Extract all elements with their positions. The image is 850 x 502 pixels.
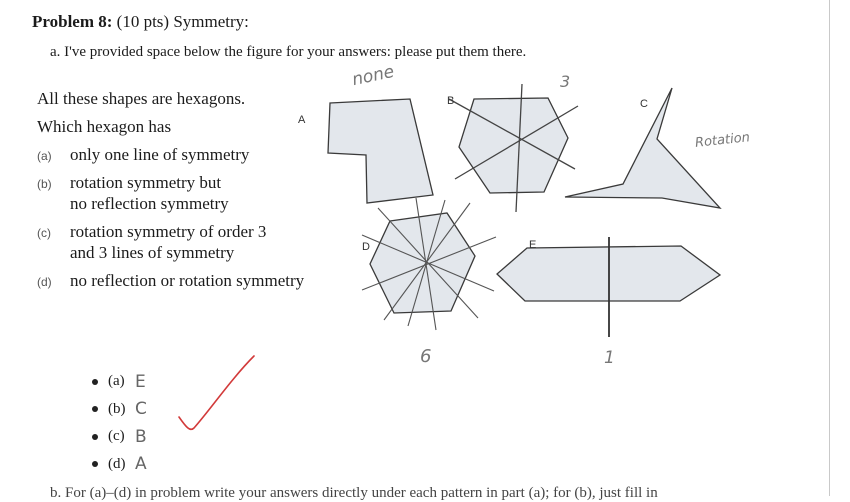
hexagon-b [459,98,568,193]
hexagon-a [328,99,433,203]
item-c-text-2: and 3 lines of symmetry [70,243,235,262]
shape-label-e: E [529,239,537,251]
handwritten-note-a: none [350,61,397,91]
answer-key: (c) [108,428,125,445]
problem-points: (10 pts) [116,12,170,31]
item-b-text-1: rotation symmetry but [70,173,222,192]
answer-d [92,451,147,479]
question-intro-1: All these shapes are hexagons. [37,89,246,108]
shape-label-a: A [298,114,306,126]
answer-b [92,396,147,424]
item-a-text: only one line of symmetry [70,145,250,164]
answer-value: A [135,454,147,475]
bullet [92,379,98,385]
handwritten-note-e: 1 [604,348,615,368]
shape-label-c: C [640,98,648,110]
bullet [92,406,98,412]
problem-title: Symmetry: [173,12,249,31]
item-c-text-1: rotation symmetry of order 3 [70,222,267,241]
item-b-text-2: no reflection symmetry [70,194,229,213]
handwritten-note-d: 6 [420,346,432,367]
item-d-text: no reflection or rotation symmetry [70,271,305,290]
shape-label-d: D [362,241,370,253]
answer-key: (b) [108,400,126,417]
handwritten-note-b: 3 [560,72,571,91]
item-d-label: (d) [37,275,52,289]
answer-list [92,368,147,478]
answer-value: C [135,399,147,420]
bullet [92,434,98,440]
question-intro-2: Which hexagon has [37,117,172,136]
bullet [92,461,98,467]
answer-c [92,423,147,451]
shape-label-b: B [447,95,455,107]
grade-checkmark [179,356,254,429]
answer-value: E [135,371,146,392]
answer-value: B [135,426,147,447]
instruction-a: a. I've provided space below the figure for your answers: please put them there. [50,44,527,60]
answer-key: (d) [108,455,126,472]
problem-number: Problem 8: [32,12,113,31]
handwritten-note-c: Rotation [694,130,751,151]
answer-a [92,368,147,396]
answer-key: (a) [108,373,125,390]
item-a-label: (a) [37,149,52,163]
item-b-label: (b) [37,177,52,191]
cutoff-instruction: b. For (a)–(d) in problem write your answers directly under each pattern in part (a); for (b), just fill in [50,485,658,501]
item-c-label: (c) [37,226,51,240]
